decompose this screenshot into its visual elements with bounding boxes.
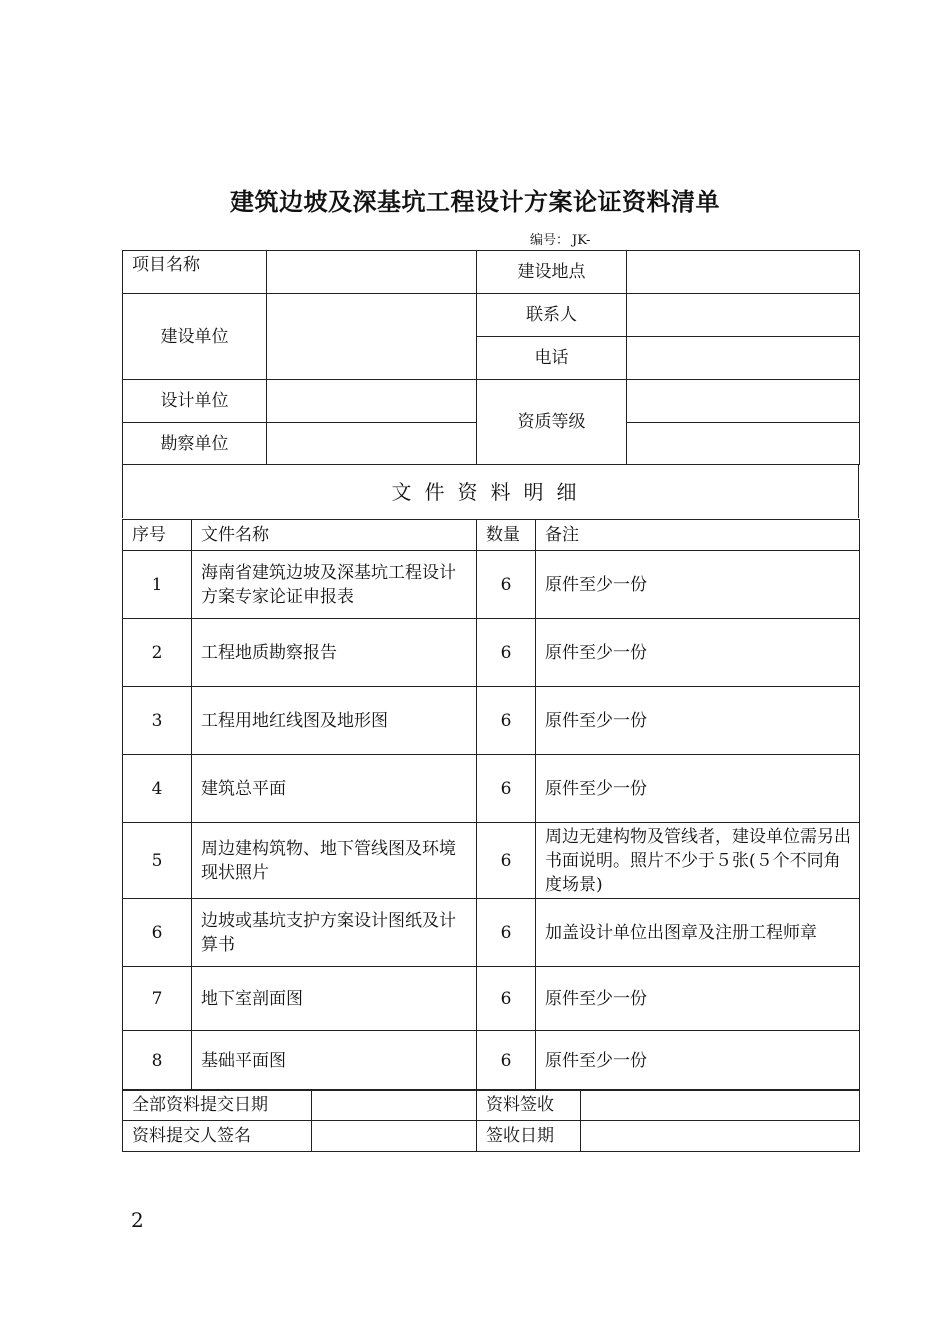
receipt-date-label: 签收日期: [477, 1121, 581, 1152]
row-no: 3: [123, 687, 192, 755]
row-name: 边坡或基坑支护方案设计图纸及计算书: [192, 899, 477, 967]
row-qty: 6: [477, 823, 536, 899]
code-label: 编号：: [530, 233, 570, 248]
row-qty: 6: [477, 687, 536, 755]
row-note: 原件至少一份: [536, 551, 860, 619]
submission-table: [122, 1089, 860, 1152]
row-qty: 6: [477, 755, 536, 823]
project-name-field[interactable]: [267, 251, 477, 294]
row-no: 5: [123, 823, 192, 899]
row-qty: 6: [477, 899, 536, 967]
phone-field[interactable]: [627, 337, 860, 380]
owner-label: 建设单位: [123, 294, 267, 380]
contact-label: 联系人: [477, 294, 627, 337]
file-table-header: [123, 520, 860, 551]
section-title: 文件资料明细: [122, 464, 859, 518]
row-note: 原件至少一份: [536, 687, 860, 755]
row-name: 建筑总平面: [192, 755, 477, 823]
row-qty: 6: [477, 1031, 536, 1091]
page-number: 2: [131, 1208, 144, 1232]
row-no: 8: [123, 1031, 192, 1091]
qualification-survey-field[interactable]: [627, 423, 860, 465]
row-name: 地下室剖面图: [192, 967, 477, 1031]
table-row: [123, 967, 860, 1031]
table-row: [123, 619, 860, 687]
row-note: 原件至少一份: [536, 967, 860, 1031]
document-title: 建筑边坡及深基坑工程设计方案论证资料清单: [230, 187, 720, 216]
row-note: 加盖设计单位出图章及注册工程师章: [536, 899, 860, 967]
file-list-table: [122, 519, 860, 1091]
row-note: 原件至少一份: [536, 755, 860, 823]
row-note: 原件至少一份: [536, 1031, 860, 1091]
row-no: 6: [123, 899, 192, 967]
project-name-label: 项目名称: [123, 251, 267, 294]
design-unit-field[interactable]: [267, 380, 477, 423]
site-field[interactable]: [627, 251, 860, 294]
table-row: [123, 1031, 860, 1091]
header-qty: 数量: [477, 520, 536, 551]
row-no: 1: [123, 551, 192, 619]
header-no: 序号: [123, 520, 192, 551]
table-row: [123, 755, 860, 823]
table-row: [123, 823, 860, 899]
submit-date-field[interactable]: [312, 1090, 477, 1121]
table-row: [123, 687, 860, 755]
phone-label: 电话: [477, 337, 627, 380]
submitter-label: 资料提交人签名: [123, 1121, 312, 1152]
row-no: 4: [123, 755, 192, 823]
row-no: 7: [123, 967, 192, 1031]
row-no: 2: [123, 619, 192, 687]
row-name: 工程用地红线图及地形图: [192, 687, 477, 755]
header-name: 文件名称: [192, 520, 477, 551]
site-label: 建设地点: [477, 251, 627, 294]
receipt-field[interactable]: [581, 1090, 860, 1121]
header-note: 备注: [536, 520, 860, 551]
row-note: 周边无建构物及管线者，建设单位需另出书面说明。照片不少于５张(５个不同角度场景): [536, 823, 860, 899]
survey-unit-field[interactable]: [267, 423, 477, 465]
code-value: JK-: [572, 233, 591, 248]
row-name: 基础平面图: [192, 1031, 477, 1091]
submitter-field[interactable]: [312, 1121, 477, 1152]
row-name: 工程地质勘察报告: [192, 619, 477, 687]
receipt-date-field[interactable]: [581, 1121, 860, 1152]
row-note: 原件至少一份: [536, 619, 860, 687]
document-code: [530, 229, 590, 248]
owner-field[interactable]: [267, 294, 477, 380]
design-unit-label: 设计单位: [123, 380, 267, 423]
row-qty: 6: [477, 967, 536, 1031]
table-row: [123, 551, 860, 619]
qualification-design-field[interactable]: [627, 380, 860, 423]
receipt-label: 资料签收: [477, 1090, 581, 1121]
row-name: 海南省建筑边坡及深基坑工程设计方案专家论证申报表: [192, 551, 477, 619]
submit-date-label: 全部资料提交日期: [123, 1090, 312, 1121]
row-name: 周边建构筑物、地下管线图及环境现状照片: [192, 823, 477, 899]
survey-unit-label: 勘察单位: [123, 423, 267, 465]
qualification-label: 资质等级: [477, 380, 627, 465]
table-row: [123, 899, 860, 967]
row-qty: 6: [477, 619, 536, 687]
project-info-table: [122, 250, 860, 465]
contact-field[interactable]: [627, 294, 860, 337]
row-qty: 6: [477, 551, 536, 619]
